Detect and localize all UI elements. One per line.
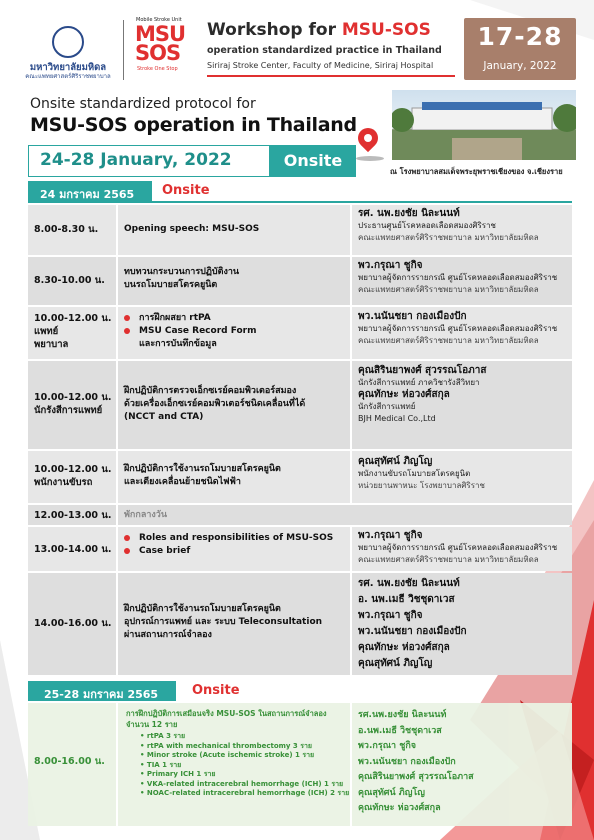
row-topic: Opening speech: MSU-SOS <box>124 224 260 234</box>
row-speakers <box>358 365 486 425</box>
speaker-name: พว.นนันชยา กองเมืองปัก <box>358 626 467 637</box>
row-speakers <box>358 208 539 244</box>
topic-line: ผ่านสถานการณ์จำลอง <box>124 630 212 640</box>
topic-line: อุปกรณ์การแพทย์ และ ระบบ Teleconsultation <box>124 617 323 627</box>
day2-topic <box>126 708 327 730</box>
speaker-name: รศ. นพ.ยงชัย นิละนนท์ <box>358 208 460 219</box>
date-box <box>464 18 576 80</box>
msu-unit-label: Mobile Stroke Unit <box>136 17 182 23</box>
row-time: 14.00-16.00 น. <box>34 618 112 629</box>
day1-header-line <box>28 201 572 203</box>
speaker-name: พว.กรุณา ชูกิจ <box>358 610 423 621</box>
bullet-icon <box>124 548 130 554</box>
speaker-org: นักรังสีการแพทย์ <box>358 402 416 411</box>
day1-mode: Onsite <box>162 183 210 198</box>
topic-line: และเตียงเคลื่อนย้ายชนิดไฟฟ้า <box>124 477 241 487</box>
speaker-name: รศ.นพ.ยงชัย นิละนนท์ <box>358 710 447 720</box>
speaker-name: รศ. นพ.ยงชัย นิละนนท์ <box>358 578 460 589</box>
speaker-name: อ. นพ.เมธี วิชชุดาเวส <box>358 594 455 605</box>
bullet-text: Roles and responsibilities of MSU-SOS <box>139 533 334 543</box>
schedule-row <box>28 451 572 503</box>
case-text: rtPA 3 ราย <box>146 732 186 740</box>
workshop-title <box>207 20 431 40</box>
case-item: • VKA-related intracerebral hemorrhage (ICH) 1 ราย <box>140 779 344 788</box>
lunch-label: พักกลางวัน <box>124 510 168 520</box>
speaker-name: พว.นนันชยา กองเมืองปัก <box>358 311 467 322</box>
speaker-org: พยาบาลผู้จัดการรายกรณี ศูนย์โรคหลอดเลือดสมองศิริราช <box>358 543 558 552</box>
speaker-name: คุณสุทัศน์ ภิญโญ <box>358 456 433 467</box>
hospital-photo <box>392 90 576 160</box>
row-time: 13.00-14.00 น. <box>34 544 112 555</box>
case-text: rtPA with mechanical thrombectomy 3 ราย <box>146 741 313 750</box>
topic-line: และการบันทึกข้อมูล <box>139 339 217 349</box>
row-time <box>34 312 111 351</box>
row-speakers <box>358 576 467 672</box>
speaker-org: คณะแพทยศาสตร์ศิริราชพยาบาล มหาวิทยาลัยมหิดล <box>358 336 539 345</box>
speaker-name: อ.นพ.เมธี วิชชุดาเวส <box>358 725 442 736</box>
speaker-name: คุณสิรินยาพงศ์ สุวรรณโอภาส <box>358 365 487 376</box>
time-line: พยาบาล <box>34 339 69 350</box>
msu-tagline: Stroke One Stop <box>137 66 178 72</box>
time-line: 10.00-12.00 น. <box>34 313 112 324</box>
bullet-text: MSU Case Record Form <box>139 326 257 336</box>
case-item: • Primary ICH 1 ราย <box>140 770 216 778</box>
topic-line: บนรถโมบายสโตรคยูนิต <box>124 280 218 290</box>
row-time: 12.00-13.00 น. <box>34 510 112 521</box>
row-speakers <box>358 456 485 492</box>
day2-time: 8.00-16.00 น. <box>34 756 105 767</box>
day1-date: 24 มกราคม 2565 <box>40 188 135 201</box>
row-topic <box>124 603 322 642</box>
day2-block <box>28 703 572 826</box>
bullet-text: Case brief <box>139 546 191 556</box>
case-item: • Minor stroke (Acute ischemic stroke) 1 ราย <box>140 751 315 759</box>
topic-count: จำนวน 12 ราย <box>126 720 178 729</box>
row-topic <box>124 532 333 558</box>
bullet-item <box>124 312 257 325</box>
bullet-item <box>124 545 333 558</box>
case-text: TIA 1 ราย <box>146 760 182 769</box>
workshop-highlight: MSU-SOS <box>341 20 431 40</box>
speaker-org: คณะแพทยศาสตร์ศิริราชพยาบาล มหาวิทยาลัยมหิดล <box>358 285 539 294</box>
speaker-name: คุณสุทัศน์ ภิญโญ <box>358 658 433 669</box>
bullet-item <box>124 532 333 545</box>
bullet-icon <box>124 328 130 334</box>
bullet-icon <box>124 535 130 541</box>
speaker-name: พว.นนันชยา กองเมืองปัก <box>358 756 456 767</box>
speaker-org: ประธานศูนย์โรคหลอดเลือดสมองศิริราช <box>358 221 496 230</box>
time-line: 10.00-12.00 น. <box>34 392 112 403</box>
bullet-text: การฝึกผสยา rtPA <box>139 313 211 323</box>
row-topic <box>124 385 305 424</box>
page-title-line2: MSU-SOS operation in Thailand <box>30 114 357 136</box>
speaker-org: หน่วยยานพาหนะ โรงพยาบาลศิริราช <box>358 481 485 490</box>
speaker-name: คุณทักษะ ห่อวงศ์สกุล <box>358 803 441 813</box>
university-name: มหาวิทยาลัยมหิดล <box>29 62 107 73</box>
university-sub: คณะแพทยศาสตร์ศิริราชพยาบาล <box>25 73 111 80</box>
case-list <box>140 732 349 799</box>
speaker-org: พนักงานขับรถโมบายสโตรคยูนิต <box>358 469 471 478</box>
speaker-name: พว.กรุณา ชูกิจ <box>358 530 423 541</box>
row-time: 8.00-8.30 น. <box>34 224 99 235</box>
divider <box>123 20 124 80</box>
case-item: • rtPA with mechanical thrombectomy 3 ราย <box>140 741 313 750</box>
speaker-name: พว.กรุณา ชูกิจ <box>358 260 423 271</box>
header-underline <box>207 75 455 77</box>
pin-shadow <box>356 156 384 161</box>
schedule-row <box>28 307 572 359</box>
time-line: นักรังสีการแพทย์ <box>34 405 103 416</box>
row-topic <box>124 463 281 489</box>
university-logo <box>52 26 84 58</box>
row-speakers <box>358 260 557 296</box>
speaker-org: พยาบาลผู้จัดการรายกรณี ศูนย์โรคหลอดเลือดสมองศิริราช <box>358 273 558 282</box>
schedule-row <box>28 527 572 571</box>
topic-line: ทบทวนกระบวนการปฏิบัติงาน <box>124 267 240 277</box>
banner-dates: 24-28 January, 2022 <box>40 150 232 170</box>
time-line: พนักงานขับรถ <box>34 477 93 488</box>
case-text: Minor stroke (Acute ischemic stroke) 1 ราย <box>146 751 315 759</box>
row-time <box>34 463 111 489</box>
date-month: January, 2022 <box>483 60 557 72</box>
pin-dot <box>364 134 372 142</box>
onsite-label: Onsite <box>283 151 343 170</box>
speaker-org: นักรังสีการแพทย์ ภาควิชารังสีวิทยา <box>358 378 480 387</box>
topic-line: ด้วยเครื่องเอ็กซเรย์คอมพิวเตอร์ชนิดเคลื่อนที่ได้ <box>124 399 306 409</box>
day2-date: 25-28 มกราคม 2565 <box>44 688 159 701</box>
speaker-name: คุณทักษะ ห่อวงศ์สกุล <box>358 389 450 400</box>
case-item: • NOAC-related intracerebral hemorrhage (ICH) 2 ราย <box>140 789 350 797</box>
bullet-icon <box>124 315 130 321</box>
page-title-line1: Onsite standardized protocol for <box>30 96 256 112</box>
row-speakers <box>358 311 557 347</box>
case-text: VKA-related intracerebral hemorrhage (ICH) 1 ราย <box>146 779 344 788</box>
row-time: 8.30-10.00 น. <box>34 275 105 286</box>
schedule-row <box>28 205 572 255</box>
row-topic <box>124 266 239 292</box>
workshop-host: Siriraj Stroke Center, Faculty of Medicine, Siriraj Hospital <box>207 61 434 70</box>
msu-logo-bottom: SOS <box>135 41 181 65</box>
schedule-row <box>28 361 572 449</box>
speaker-org: คณะแพทยศาสตร์ศิริราชพยาบาล มหาวิทยาลัยมหิดล <box>358 555 539 564</box>
case-text: NOAC-related intracerebral hemorrhage (ICH) 2 ราย <box>146 789 350 797</box>
topic-line: ฝึกปฏิบัติการใช้งานรถโมบายสโตรคยูนิต <box>124 604 281 614</box>
row-time <box>34 391 111 417</box>
time-line: 10.00-12.00 น. <box>34 464 112 475</box>
day2-mode: Onsite <box>192 683 240 698</box>
bullet-item <box>124 325 257 338</box>
topic-title: การฝึกปฏิบัติการเสมือนจริง MSU-SOS ในสถานการณ์จำลอง <box>126 709 327 718</box>
speaker-name: คุณสิรินยาพงศ์ สุวรรณโอภาส <box>358 772 474 782</box>
day2-speakers <box>358 708 474 817</box>
topic-line: (NCCT and CTA) <box>124 412 204 422</box>
row-topic <box>124 312 257 351</box>
schedule-row <box>28 573 572 675</box>
date-range: 17-28 <box>477 22 563 51</box>
speaker-name: พว.กรุณา ชูกิจ <box>358 741 417 751</box>
time-line: แพทย์ <box>34 326 59 337</box>
speaker-name: คุณทักษะ ห่อวงศ์สกุล <box>358 642 450 653</box>
msu-logo-top: MSU <box>135 22 186 46</box>
speaker-name: คุณสุทัศน์ ภิญโญ <box>358 787 425 798</box>
case-text: Primary ICH 1 ราย <box>146 770 216 778</box>
speaker-org: BJH Medical Co.,Ltd <box>358 414 436 423</box>
case-item: • rtPA 3 ราย <box>140 732 186 740</box>
workshop-subtitle: operation standardized practice in Thailand <box>207 45 442 56</box>
topic-line: ฝึกปฏิบัติการตรวจเอ็กซเรย์คอมพิวเตอร์สมอง <box>124 386 297 396</box>
schedule-row <box>28 505 572 525</box>
topic-line: ฝึกปฏิบัติการใช้งานรถโมบายสโตรคยูนิต <box>124 464 281 474</box>
venue: ณ โรงพยาบาลสมเด็จพระยุพราชเชียงของ จ.เชียงราย <box>390 167 563 176</box>
workshop-prefix: Workshop for <box>207 20 336 40</box>
speaker-org: พยาบาลผู้จัดการรายกรณี ศูนย์โรคหลอดเลือดสมองศิริราช <box>358 324 558 333</box>
case-item: • TIA 1 ราย <box>140 760 182 769</box>
schedule-row <box>28 257 572 305</box>
speaker-org: คณะแพทยศาสตร์ศิริราชพยาบาล มหาวิทยาลัยมหิดล <box>358 233 539 242</box>
row-speakers <box>358 530 557 566</box>
